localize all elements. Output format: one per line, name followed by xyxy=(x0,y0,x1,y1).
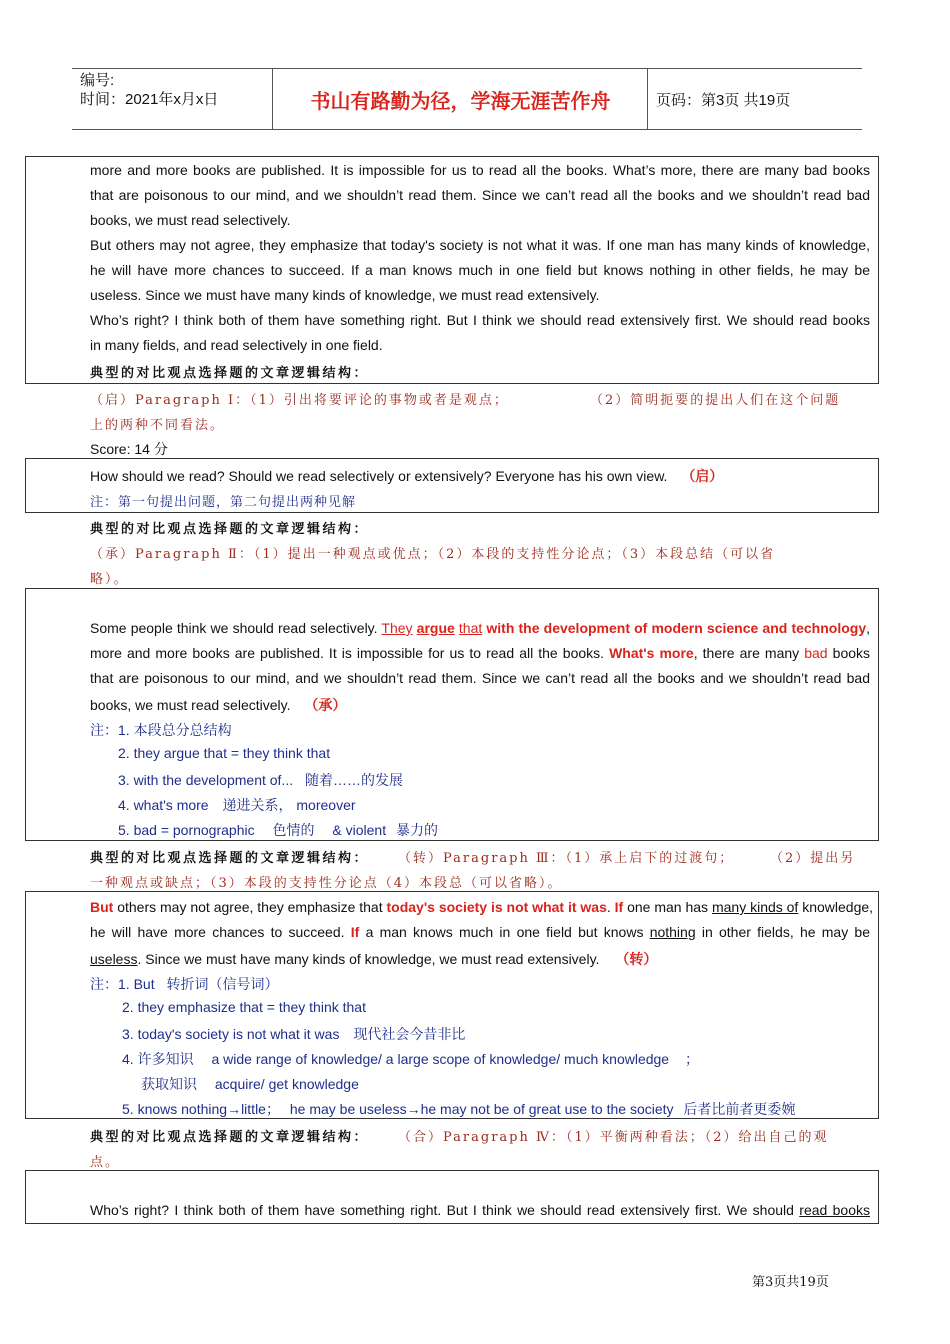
tag-qi: （启） xyxy=(681,468,724,484)
essay-line: useless. Since we must have many kinds of knowledge, we must read extensively. xyxy=(90,287,600,303)
text: more and more books are published. It is impossible for us to read all the books. xyxy=(90,645,605,661)
note-text: acquire/ get knowledge xyxy=(214,1076,359,1092)
highlight-bad: bad xyxy=(804,645,828,661)
essay-line: in many fields, and read selectively in one field. xyxy=(90,337,383,353)
tag-zhuan: （转） xyxy=(615,951,658,967)
para4-desc-a: （合）Paragraph Ⅳ：（1）平衡两种看法；（2）给出自己的观 xyxy=(398,1130,829,1145)
number-label: 编号: xyxy=(80,72,115,89)
essay-line: that are poisonous to our mind, and we shouldn’t read them. Since we can’t read all the books and we shouldn’t read bad xyxy=(90,670,870,686)
tag-cheng: （承） xyxy=(304,697,347,713)
text: , there are many xyxy=(693,645,800,661)
note-text: & violent xyxy=(332,822,387,838)
highlight-they: They xyxy=(381,620,413,636)
note-text: 5. knows nothing→little； xyxy=(122,1101,280,1117)
note-text: he may be useless→he may not be of great use to the society xyxy=(289,1101,674,1117)
section-heading: 典型的对比观点选择题的文章逻辑结构： xyxy=(90,522,370,537)
para1-desc-a: （启）Paragraph Ⅰ：（1）引出将要评论的事物或者是观点； xyxy=(90,393,509,408)
note-text: 色情的 xyxy=(272,822,315,838)
header-meta xyxy=(80,71,218,109)
text: knowledge, xyxy=(802,899,874,915)
page-footer: 第3页共19页 xyxy=(752,1275,829,1290)
para3-desc-c: 一种观点或缺点；（3）本段的支持性分论点（4）本段总（可以省略）。 xyxy=(90,876,563,891)
note xyxy=(118,770,403,790)
underlined-text: useless xyxy=(90,951,138,967)
text: , xyxy=(866,620,870,636)
text: Some people think we should read selectively. xyxy=(90,620,378,636)
underlined-text: nothing xyxy=(649,924,696,940)
note-text: 获取知识 xyxy=(141,1076,197,1092)
header-divider xyxy=(272,69,273,129)
note-text: 5. bad = pornographic xyxy=(118,822,255,838)
section-heading: 典型的对比观点选择题的文章逻辑结构： xyxy=(90,851,370,866)
underlined-text: many kinds of xyxy=(711,899,799,915)
note xyxy=(122,1099,795,1119)
section-heading: 典型的对比观点选择题的文章逻辑结构： xyxy=(90,1130,370,1145)
essay-line: books, we must read selectively. xyxy=(90,212,291,228)
text: he will have more chances to succeed. xyxy=(90,924,345,940)
note-text: ； xyxy=(684,1051,699,1067)
note-text: a wide range of knowledge/ a large scope of knowledge/ much knowledge xyxy=(211,1051,670,1067)
note: 2. they argue that = they think that xyxy=(118,745,331,761)
essay-line: he will have more chances to succeed. If a man knows much in one field but knows nothing in other fields, he may be xyxy=(90,262,870,278)
note xyxy=(90,974,278,994)
text: . Since we must have many kinds of knowledge, we must read extensively. xyxy=(137,951,600,967)
text: books xyxy=(832,645,871,661)
note-text: 暴力的 xyxy=(395,822,438,838)
essay-line xyxy=(90,695,346,715)
essay-line xyxy=(90,466,723,486)
highlight-argue: argue xyxy=(416,620,455,636)
essay-line xyxy=(90,620,870,636)
highlight-whats-more: What's more xyxy=(609,645,694,661)
essay-line: that are poisonous to our mind, and we shouldn’t read them. Since we can’t read all the books and we shouldn’t read bad xyxy=(90,187,870,203)
highlight-society: today's society is not what it was xyxy=(386,899,607,915)
para2-desc-b: 略）。 xyxy=(90,572,129,587)
para2-desc-a: （承）Paragraph Ⅱ：（1）提出一种观点或优点；（2）本段的支持性分论点；（3）本段总结（可以省 xyxy=(90,547,776,562)
note-text: 随着……的发展 xyxy=(305,772,403,788)
section-heading: 典型的对比观点选择题的文章逻辑结构： xyxy=(90,366,370,381)
para1-desc-c: 上的两种不同看法。 xyxy=(90,418,226,433)
score-label: Score: 14 分 xyxy=(90,441,168,457)
para3-desc-a: （转）Paragraph Ⅲ：（1）承上启下的过渡句； xyxy=(398,851,735,866)
header-motto: 书山有路勤为径，学海无涯苦作舟 xyxy=(310,89,611,113)
header-page-info: 页码：第3页 共19页 xyxy=(656,92,791,109)
note xyxy=(118,820,438,840)
note: 2. they emphasize that = they think that xyxy=(122,999,366,1015)
header-divider xyxy=(647,69,648,129)
essay-line xyxy=(90,924,870,940)
note xyxy=(118,795,356,815)
para3-desc-b: （2）提出另 xyxy=(770,851,856,866)
highlight-development: with the development of modern science and technology xyxy=(486,620,867,636)
essay-line xyxy=(90,1202,870,1218)
essay-line xyxy=(90,645,870,661)
note-text: 现代社会今昔非比 xyxy=(353,1026,466,1042)
page-header xyxy=(72,68,862,130)
text: one man has xyxy=(627,899,709,915)
question-text: How should we read? Should we read selectively or extensively? Everyone has his own view. xyxy=(90,468,668,484)
note-text: 4. 许多知识 xyxy=(122,1051,194,1067)
highlight-if: If xyxy=(350,924,360,940)
text: books, we must read selectively. xyxy=(90,697,291,713)
essay-line: Who’s right? I think both of them have something right. But I think we should read extensively first. We should read books xyxy=(90,312,870,328)
para4-desc-b: 点。 xyxy=(90,1155,121,1170)
note-text: 4. what's more xyxy=(118,797,209,813)
essay-line xyxy=(90,949,657,969)
highlight-but: But xyxy=(90,899,114,915)
essay-line: But others may not agree, they emphasize that today's society is not what it was. If one man has many kinds of knowledge, xyxy=(90,237,870,253)
note xyxy=(122,1024,465,1044)
text: in other fields, he may be xyxy=(701,924,870,940)
note xyxy=(122,1049,699,1069)
note: 注：第一句提出问题，第二句提出两种见解 xyxy=(90,495,357,510)
note-text: 3. with the development of... xyxy=(118,772,294,788)
note-text: moreover xyxy=(296,797,356,813)
essay-line: more and more books are published. It is impossible for us to read all the books. What’s more, there are many bad books xyxy=(90,162,870,178)
note: 注：1. 本段总分总结构 xyxy=(90,722,232,738)
essay-line xyxy=(90,899,874,915)
text: . xyxy=(606,899,611,915)
text: Who’s right? I think both of them have something right. But I think we should read extensively first. We should xyxy=(90,1202,794,1218)
note xyxy=(141,1074,359,1094)
underlined-text: read books xyxy=(799,1202,870,1218)
note-text: 3. today's society is not what it was xyxy=(122,1026,340,1042)
note-text: 转折词（信号词） xyxy=(166,976,279,992)
note-text: 递进关系， xyxy=(222,797,293,813)
text: others may not agree, they emphasize that xyxy=(117,899,383,915)
highlight-that: that xyxy=(458,620,483,636)
highlight-if: If xyxy=(614,899,624,915)
note-text: 注：1. But xyxy=(90,976,155,992)
text: a man knows much in one field but knows xyxy=(365,924,644,940)
time-label: 时间：2021年x月x日 xyxy=(80,91,219,108)
para1-desc-b: （2）简明扼要的提出人们在这个问题 xyxy=(590,393,841,408)
note-text: 后者比前者更委婉 xyxy=(683,1101,796,1117)
